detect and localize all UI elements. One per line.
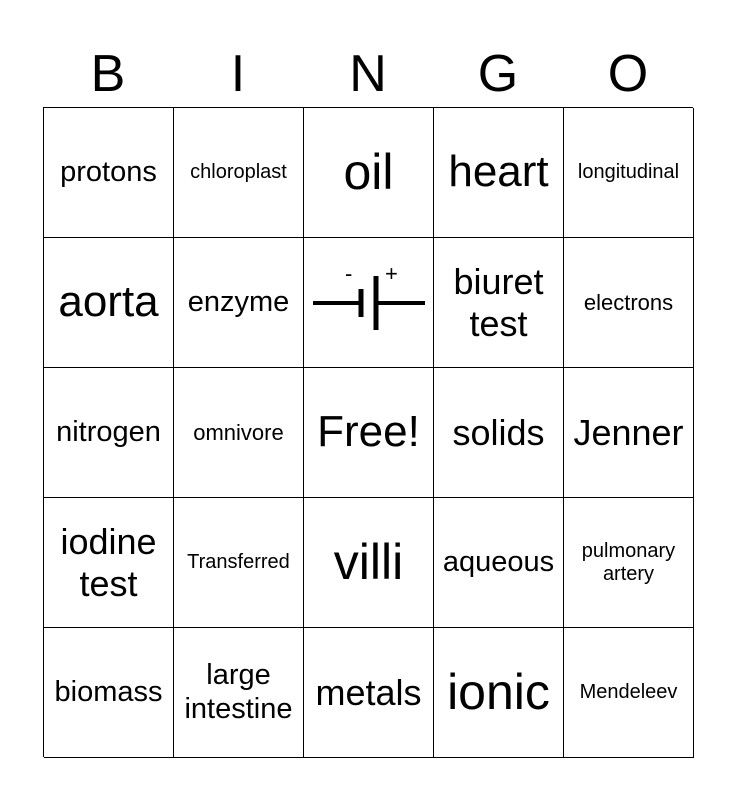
- bingo-cell-16[interactable]: [44, 498, 174, 628]
- header-letter-g: G: [477, 45, 519, 103]
- bingo-cell-14[interactable]: [434, 368, 564, 498]
- bingo-cell-1[interactable]: [44, 108, 174, 238]
- bingo-cell-10[interactable]: [564, 238, 694, 368]
- cell-text: longitudinal: [577, 161, 680, 183]
- bingo-cell-12[interactable]: [174, 368, 304, 498]
- cell-text: large intestine: [184, 659, 293, 725]
- cell-text: biuret test: [453, 261, 544, 344]
- cell-text: aqueous: [442, 545, 555, 578]
- bingo-cell-24[interactable]: [434, 628, 564, 758]
- bingo-cell-17[interactable]: [174, 498, 304, 628]
- cell-text: aorta: [58, 277, 159, 327]
- cell-text: Jenner: [573, 411, 684, 453]
- cell-text: chloroplast: [190, 161, 287, 183]
- bingo-cell-8[interactable]: [304, 238, 434, 368]
- cell-text: metals: [315, 671, 422, 713]
- cell-text: ionic: [447, 663, 550, 720]
- cell-text: electrons: [583, 289, 674, 315]
- bingo-cell-21[interactable]: [44, 628, 174, 758]
- header-letter-i: I: [230, 45, 246, 103]
- cell-text: iodine test: [60, 521, 157, 604]
- free-space[interactable]: [304, 368, 434, 498]
- bingo-cell-11[interactable]: [44, 368, 174, 498]
- bingo-cell-5[interactable]: [564, 108, 694, 238]
- bingo-cell-22[interactable]: [174, 628, 304, 758]
- cell-text: protons: [60, 155, 157, 188]
- battery-cell-icon: [309, 263, 429, 343]
- bingo-cell-6[interactable]: [44, 238, 174, 368]
- minus-sign: -: [344, 262, 352, 286]
- bingo-board: [43, 107, 693, 757]
- cell-text: nitrogen: [56, 415, 161, 448]
- bingo-cell-25[interactable]: [564, 628, 694, 758]
- bingo-cell-15[interactable]: [564, 368, 694, 498]
- bingo-cell-2[interactable]: [174, 108, 304, 238]
- cell-text: oil: [343, 143, 394, 200]
- cell-text: enzyme: [187, 285, 290, 318]
- cell-text: Mendeleev: [579, 681, 678, 703]
- cell-text: pulmonary artery: [581, 539, 676, 585]
- header-letter-o: O: [607, 45, 649, 103]
- cell-text: villi: [333, 533, 404, 590]
- bingo-header: [43, 40, 693, 108]
- cell-text: Free!: [317, 407, 420, 457]
- bingo-cell-23[interactable]: [304, 628, 434, 758]
- bingo-cell-4[interactable]: [434, 108, 564, 238]
- cell-text: omnivore: [193, 419, 284, 445]
- header-letter-b: B: [90, 45, 126, 103]
- bingo-cell-19[interactable]: [434, 498, 564, 628]
- bingo-cell-9[interactable]: [434, 238, 564, 368]
- bingo-cell-3[interactable]: [304, 108, 434, 238]
- bingo-cell-7[interactable]: [174, 238, 304, 368]
- cell-text: Transferred: [187, 551, 290, 573]
- cell-text: solids: [452, 411, 545, 453]
- header-letter-n: N: [349, 45, 387, 103]
- cell-text: biomass: [54, 675, 163, 708]
- bingo-cell-20[interactable]: [564, 498, 694, 628]
- bingo-cell-18[interactable]: [304, 498, 434, 628]
- plus-sign: +: [384, 262, 398, 286]
- cell-text: heart: [448, 147, 549, 197]
